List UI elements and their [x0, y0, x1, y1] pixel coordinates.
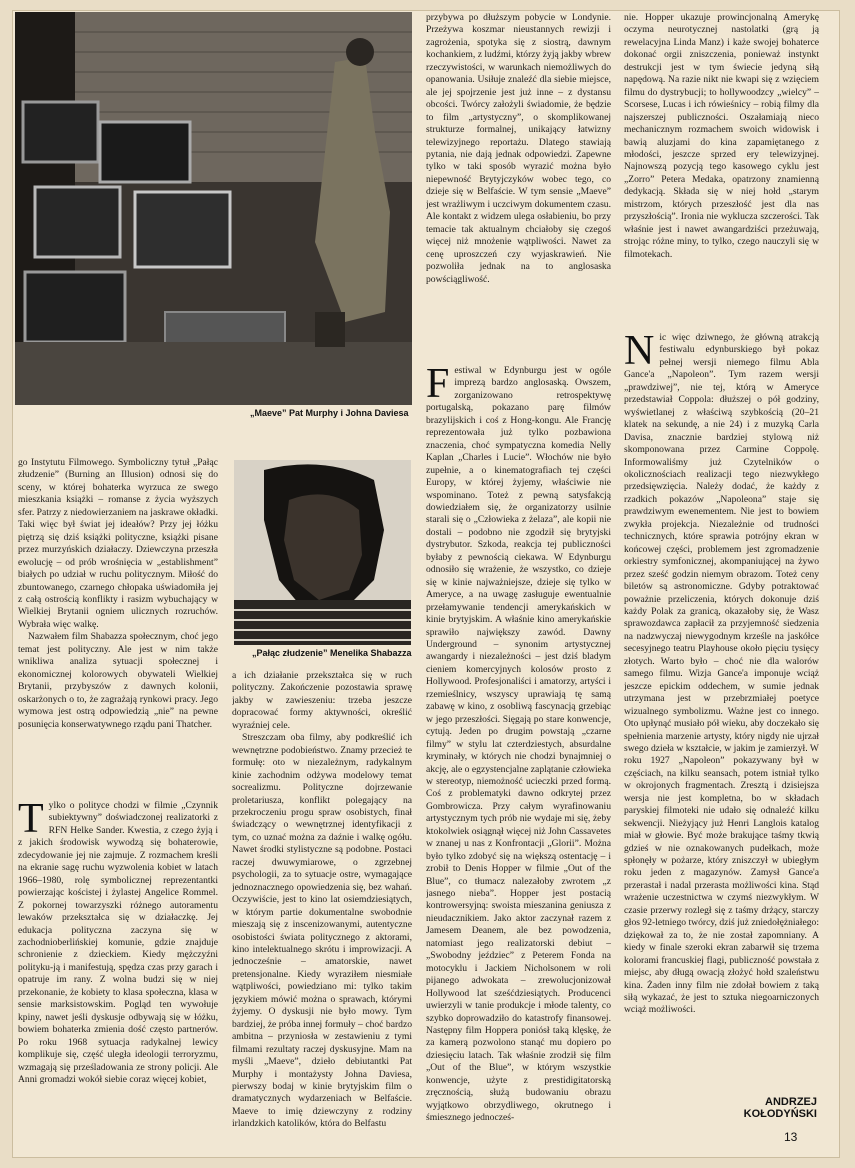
column-3-bottom [426, 365, 611, 1150]
author-last-name: KOŁODYŃSKI [743, 1108, 817, 1120]
caption-maeve: „Maeve” Pat Murphy i Johna Daviesa [250, 408, 409, 418]
column-1-bottom [18, 800, 218, 1150]
column-1-top [18, 457, 218, 792]
author-first-name: ANDRZEJ [765, 1096, 817, 1108]
paragraph: ic więc dziwnego, że główną atrakcją festiwalu edynburskiego był pokaz pełnej wersji niemego filmu Abla Gance'a „Napoleon”. Tym razem wersji „prawdziwej”, nie tej, którą w Ameryce przedstawiał Coppola: dłuższej o pół godziny, wyświetlanej z właściwą szybkością (20–21 klatek na sekundę, a nie 24) i z muzyką Carla Davisa, znacznie bardziej stylową niż skomponowana przez Carmine Coppolę. Informowaliśmy już Czytelników o okolicznościach realizacji tego niezwykłego przedsięwzięcia. Należy dodać, że każdy z rzadkich pokazów „Napoleona” staje się prawdziwym ewenementem. Nie jest to bowiem zwykła projekcja. Niezależnie od trudności technicznych, które sprawia potrójny ekran w końcowej części, problemem jest zgromadzenie orkiestry symfonicznej, akompaniującej na żywo przez sześć godzin niemym obrazom. Toteż ceny biletów są astronomiczne. Gdyby potraktować poważnie przeliczenia, których dokonuje dziś każdy Polak za granicą, okazałoby się, że Wasz sprawozdawca zapłacił za przyjemność siedzenia na nadzwyczaj niewygodnym krześle na jaskółce secesyjnego teatru Playhouse około pięciu tysięcy złotych. Warto było – choć nie dla walorów samego filmu. Wizja Gance'a imponuje wciąż jeszcze epickim oddechem, w sumie jednak utrzymana jest w przebrzmiałej poetyce wizualnego symbolizmu. Ważne jest co innego. Oto upłynąć musiało pół wieku, aby doczekało się spełnienia marzenie artysty, który nigdy nie ujrzał swego dzieła w kształcie, w jakim je zamierzył. W roku 1927 „Napoleon” pokazywany był w częściach, na kilku seansach, potem istniał tylko w okrojonych fragmentach. Zresztą i dzisiejsza wersja nie jest kompletna, bo w składach paryskiej filmoteki nie udało się odnaleźć kilku sekwencji. Nieżyjący już Henri Langlois katalog miał w głowie. Być może brakujące taśmy tkwią gdzieś w nie oznakowanych pudełkach, może spłonęły w pożarze, który zniszczył w ubiegłym roku jeden z magazynów. Zamysł Gance'a przerastał i nadal przerasta możliwości kina. Stąd wrażenie uczestnictwa w czymś niezwykłym. W czasie przerwy rozległ się z taśmy drżący, starczy głos 92-letniego twórcy, dziś już zniedołężniałego: dziękował za to, że nie został zapomniany. A kiedy w finale szeroki ekran zabarwił się trzema kolorami francuskiej flagi, publiczność powstała z miejsc, aby długą owacją złożyć hołd szaleństwu kina. Żaden inny film nie zdołał bowiem z taką siłą wykazać, że jest to sztuka niegoarniczonych wciąż możliwości. [624, 332, 819, 1016]
photo-palac-zludzenie [234, 460, 411, 645]
paragraph: Nazwałem film Shabazza społecznym, choć jego temat jest polityczny. Ale jest w nim także wnikliwa analiza sytuacji społecznej i ekonomicznej kolorowych obywateli Wielkiej Brytanii, przybyszów z dawnych kolonii, oskarżonych o to, że zagrażają rynkowi pracy. Jego wymowa jest ostrą odpowiedzią „nie” na pewne posunięcia konserwatywnego rządu pani Thatcher. [18, 631, 218, 730]
author-byline [652, 1096, 817, 1120]
paragraph: nie. Hopper ukazuje prowincjonalną Amerykę oczyma neurotycznej nastolatki (grą ją rewelacyjna Linda Manz) i każe swojej bohaterce dokonać orgii zniszczenia, ponieważ instynkt destrukcji jest w tym świecie jedyną siłą napędową. Na razie nikt nie kwapi się z wzięciem filmu do dystrybucji; to hollywoodzcy „wielcy” – Scorsese, Lucas i ich rówieśnicy – robią filmy dla najszerszej publiczności. Oszałamiają nieco mechanicznym rozmachem swoich widowisk i bawią aluzjami do kina zapamiętanego z młodości, jeszcze sprzed ery telewizyjnej. Najnowszą pozycją tego kasowego cyklu jest „Zorro” Petera Medaka, opatrzony znamienną dedykacją. Składa się w niej hołd „starym mistrzom, których przeszłość jest dla nas przyszłością”. Ironia nie wyklucza szczerości. Tak właśnie jest i nawet awangardziści przeżuwają, strojąc różne miny, to tylko, czego nauczyli się w filmotekach. [624, 12, 819, 260]
drop-cap: F [426, 365, 450, 407]
paragraph: a ich działanie przekształca się w ruch polityczny. Zakończenie pozostawia sprawę jakby w zawieszeniu: trzeba jeszcze dopracować formy aktywności, określić wyraźniej cele. [232, 670, 412, 731]
column-3-top [426, 12, 611, 357]
photo-maeve [15, 12, 412, 405]
drop-cap: N [624, 332, 655, 374]
photo-maeve-image [15, 12, 412, 405]
page-number: 13 [784, 1130, 798, 1144]
column-4-top [624, 12, 819, 327]
drop-cap: T [18, 800, 44, 842]
paragraph: estiwal w Edynburgu jest w ogóle imprezą bardzo anglosaską. Owszem, zorganizowano retrospektywę portugalską, pokazano parę filmów brazylijskich i coś z Hong-kongu. Ale Francję reprezentowała już tylko pozbawiona znaczenia, choć sympatyczna komedia Nelly Kaplan „Charles i Lucie”. Włochów nie było zupełnie, a o kinematografiach tej części Europy, w której żyjemy, właściwie nie wspominano. Toteż z pewną satysfakcją dowiedziałem się, że organizatorzy usilnie starali się o „Człowieka z żelaza”, ale kopii nie dostali – podobno nie zgodził się brytyjski dystrybutor. Szkoda, reakcja tej publiczności byłaby z pewnością ciekawa. W Edynburgu odnosiło się wrażenie, że wszystko, co dzieje się w kinie najważniejsze, dzieje się tylko w Ameryce, a na uwagę zasługuje ewentualnie przełamywanie tendencji amerykańskich w kinie brytyjskim. A właśnie kino amerykańskie sprawiło największy zawód. Dawny Underground – synonim artystycznej awangardy i niezależności – jest dziś bladym cieniem komercyjnych kolosów prosto z Hollywood. Profesjonaliści i amatorzy, artyści i rzemieślnicy, wszyscy uprawiają tę samą zabawę w kino, z osobliwą fascynacją grzebiąc w jego przeszłości. Sięgają po stare konwencje, cytują. Jeden po drugim powstają „czarne filmy” w stylu lat czterdziestych, absurdalne kryminały, w których nie chodzi bynajmniej o akcję, ale o egzystencjalne zaplątanie człowieka w stereotyp, niemożność ucieczki przed formą. Coś z problematyki dawno odkrytej przez Gombrowicza. Przy całym wyrafinowaniu artystycznym tych prób nie wydaje mi się, żeby ktokolwiek osiągnął więcej niż John Cassavetes w znanej u nas z Konfrontacji „Glorii”. Można było tylko zdobyć się na większą ostentację – i zrobił to Denis Hopper w filmie „Out of the Blue”, co tłumacz nalezałoby zwrotem „z jasnego nieba”. Hopper jest postacią kontrowersyjną: swoista mieszanina geniusza z nieudacznikiem. Jako aktor zaczynał razem z Jamesem Deanem, ale bez powodzenia, natomiast jego realizatorski debiut – „Swobodny jeździec” z Peterem Fonda na motocyklu i Jackiem Nicholsonem w roli pijanego adwokata – zrewolucjonizował Hollywood lat sześćdziesiątych. Producenci uwierzyli w tanie produkcje i młode talenty, co szybko doprowadziło do katastrofy finansowej. Następny film Hoppera poniósł taką klęskę, że za kamerą pozwolono stanąć mu dopiero po dziesięciu latach. Tak właśnie zrodził się film „Out of the Blue”, w którym wszystkie konwencje, użyte z prestidigitatorską zręcznością, służą budowaniu obrazu wyjątkowo obrzydliwego, okrutnego i śmiesznego jednocześ- [426, 365, 611, 1124]
column-2-bottom [232, 670, 412, 1152]
paragraph: przybywa po dłuższym pobycie w Londynie. Przeżywa koszmar nieustannych rewizji i zagrożenia, spotyka się z siostrą, dawnym kochankiem, z ludźmi, którzy żyją jakby wbrew rzeczywistości, w warunkach niemożliwych do opanowania. Usiłuje znaleźć dla siebie miejsce, ale jej spojrzenie jest już inne – z dystansu obcości. Twórcy założyli świadomie, że będzie to film „artystyczny”, o skomplikowanej strukturze formalnej, unikający łatwizny telewizyjnego reportażu. Dlatego stawiają pytania, nie dają jednak odpowiedzi. Zapewne tylko w taki sposób wyrazić można było niepewność Brytyjczyków wobec tego, co dzieje się w Belfaście. W tym sensie „Maeve” jest wrażliwym i uczciwym dokumentem czasu. Ale kontakt z widzem ulega osłabieniu, bo przy temacie tak aktualnym chciałoby się czegoś więcej niż mnożenie wątpliwości. Nawet za cenę uproszczeń czy wyjaskrawień. Nie pozwoliła jednak na to anglosaska powściągliwość. [426, 12, 611, 285]
photo-palac-image [234, 460, 411, 645]
magazine-page [12, 10, 840, 1158]
column-4-bottom [624, 332, 819, 1092]
paragraph: Streszczam oba filmy, aby podkreślić ich wewnętrzne podobieństwo. Znamy przecież te formułę: oto w niezależnym, radykalnym kinie zachodnim odżywa modelowy temat socrealizmu. Polityczne dojrzewanie proletariusza, konflikt polegający na przekroczeniu progu spraw osobistych, finał świadczący o wewnętrznej identyfikacji z tym, co uznać można za daźnie i walkę ogółu. Nawet środki stylistyczne są podobne. Postaci raczej dwuwymiarowe, o zgrzebnej psychologii, za to sytuacje ostre, wymagające jednoznacznego opowiedzenia się, bez wahań. Oczywiście, jest to kino lat osiemdziesiątych, w którym partie dokumentalne swobodnie mieszają się z inscenizowanymi, autentyczne osobistości świata politycznego z aktorami, kino intelektualnego skrótu i improwizacji. A jednocześnie – amatorskie, nawet pretensjonalne. Kiedy wyraziłem niesmiałe wątpliwości, powiedziano mi: tylko takim językiem mówić można o sprawach, którymi żyjemy. O dyskusji nie było mowy. Tym bardziej, że próba innej formuły – choć bardzo ambitna – przyniosła w zestawieniu z tymi filmami rezultaty raczej dyskusyjne. Mam na myśli „Maeve”, dzieło debiutantki Pat Murphy i montażysty Johna Daviesa, pierwszy bodaj w kinie brytyjskim film o dramatycznych wydarzeniach w Belfaście. Maeve to imię dziewczyny z rodziny irlandzkich katolików, która do Belfastu [232, 732, 412, 1130]
paragraph: go Instytutu Filmowego. Symboliczny tytuł „Pałąc złudzenie” (Burning an Illusion) odnosi się do sceny, w której bohaterka wyrzuca ze swego mieszkania książki – romanse z życia wyższych sfer. Patrzy z niedowierzaniem na jaskrawe okładki. Taki więc był świat jej ideałów? Przy jej łóżku piętrzą się dziś książki polityczne, książki pisane przez murzyńskich działaczy. Dziewczyna przeszła ewolucję – od prób wrośnięcia w „establishment” białych po udział w ruchu politycznym. Miłość do zbuntowanego, czarnego chłopaka uświadomiła jej z całą ostrością konflikty i rasizm wybuchający w Wielkiej Brytanii ogniem ulicznych rozruchów. Wybrała więc walkę. [18, 457, 218, 630]
caption-palac: „Pałąc złudzenie” Menelika Shabazza [252, 648, 412, 658]
paragraph: ylko o polityce chodzi w filmie „Czynnik subiektywny” doświadczonej realizatorki z RFN Helke Sander. Kwestia, z czego żyją i z jakich środowisk wywodzą się bohaterowie, zdecydowanie jej nie zajmuje. Z rozmachem kreśli na ekranie sagę ruchu wyzwolenia kobiet w latach 1966–1980, rolę symbolicznej reprezentantki powierzając kościstej i żylastej Angelice Rommel. Z pokornej towarzyszki różnego autoramentu lewaków przekształca się w działaczkę. Jej edukacja polityczna zaczyna się w zachodnioberlińskiej komunie, gdzie znajduje schronienie z dzieckiem. Kiedy mężczyźni polityku-ją i manifestują, spędza czas przy garach i opatruje im rany. Z wolna budzi się w niej przekonanie, że kobiety to klasa społeczna, klasa w sensie marksistowskim. Pogląd ten wywołuje kpiny, nawet jeśli dyskusje odbywają się w łóżku, bowiem bohaterka zmienia dość często partnerów. Po roku 1968 sytuacja radykalnej lewicy komplikuje się, część uległa ideologii terroryzmu, wzmagają się prześladowania ze strony policji. Ale Anni gromadzi wokół siebie coraz więcej kobiet, [18, 800, 218, 1085]
